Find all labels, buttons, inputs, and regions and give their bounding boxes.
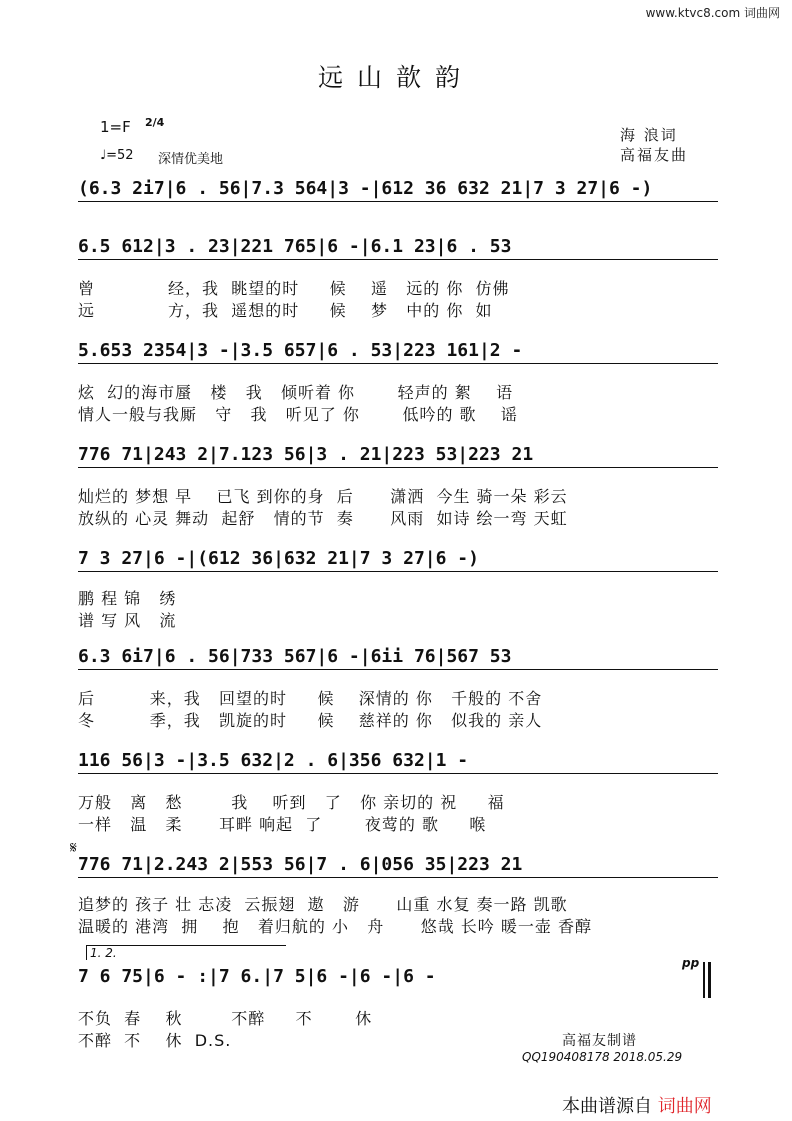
notation-row-1: (6.3 2i7|6 . 56|7.3 564|3 -|612 36 632 21|7 3 27|6 -) <box>78 178 718 202</box>
notation-row-7: 116 56|3 -|3.5 632|2 . 6|356 632|1 - <box>78 750 718 774</box>
lyric-line-8a: 追梦的 孩子 壮 志凌 云振翅 遨 游 山重 水复 奏一路 凯歌 <box>78 895 568 914</box>
final-barline-thin <box>703 962 705 998</box>
lyric-line-2b: 远 方，我 遥想的时 候 梦 中的 你 如 <box>78 301 493 320</box>
final-barline <box>708 962 711 998</box>
lyric-line-4b: 放纵的 心灵 舞动 起舒 情的节 奏 风雨 如诗 绘一弯 天虹 <box>78 509 568 528</box>
song-title: 远山歆韵 <box>317 63 474 92</box>
notation-row-5: 7 3 27|6 -|(612 36|632 21|7 3 27|6 -) <box>78 548 718 572</box>
lyric-line-4a: 灿烂的 梦想 早 已飞 到你的身 后 潇洒 今生 骑一朵 彩云 <box>78 487 568 506</box>
lyric-line-8b: 温暖的 港湾 拥 抱 着归航的 小 舟 悠哉 长吟 暖一壶 香醇 <box>78 917 592 936</box>
notation-row-3: 5.653 2354|3 -|3.5 657|6 . 53|223 161|2 - <box>78 340 718 364</box>
composer-credit: 高福友曲 <box>620 146 689 164</box>
lyric-line-6b: 冬 季，我 凯旋的时 候 慈祥的 你 似我的 亲人 <box>78 711 543 730</box>
lyric-line-3b: 情人一般与我厮 守 我 听见了 你 低吟的 歌 谣 <box>78 405 518 424</box>
notation-row-6: 6.3 6i7|6 . 56|733 567|6 -|6ii 76|567 53 <box>78 646 718 670</box>
dynamic-pp: pp <box>682 956 700 970</box>
tempo-marking: ♩=52 <box>100 148 134 163</box>
lyric-line-9b: 不醉 不 休 D.S. <box>78 1031 232 1050</box>
source-footer <box>562 1092 712 1118</box>
lyric-line-9a: 不负 春 秋 不醉 不 休 <box>78 1009 373 1028</box>
qq-and-date: QQ190408178 2018.05.29 <box>522 1050 683 1064</box>
notation-row-9: 7 6 75|6 - :|7 6.|7 5|6 -|6 -|6 - <box>78 966 436 987</box>
lyric-line-5b: 谱 写 风 流 <box>78 611 177 630</box>
notation-row-4: 776 71|243 2|7.123 56|3 . 21|223 53|223 21 <box>78 444 718 468</box>
notation-row-2: 6.5 612|3 . 23|221 765|6 -|6.1 23|6 . 53 <box>78 236 718 260</box>
source-label: 本曲谱源自 <box>562 1096 652 1117</box>
lyricist-credit: 海 浪词 <box>620 126 678 144</box>
time-signature: 2/4 <box>145 116 165 129</box>
watermark: www.ktvc8.com 词曲网 <box>645 6 780 20</box>
lyric-line-3a: 炫 幻的海市蜃 楼 我 倾听着 你 轻声的 絮 语 <box>78 383 514 402</box>
notation-row-8: 776 71|2.243 2|553 56|7 . 6|056 35|223 21 <box>78 854 718 878</box>
lyric-line-5a: 鹏 程 锦 绣 <box>78 589 177 608</box>
lyric-line-2a: 曾 经，我 眺望的时 候 遥 远的 你 仿佛 <box>78 279 510 298</box>
transcriber-credit: 高福友制谱 <box>562 1033 637 1049</box>
key-signature: 1=F <box>100 118 131 136</box>
segno-sign: 𝄋 <box>70 838 77 857</box>
lyric-line-7b: 一样 温 柔 耳畔 响起 了 夜莺的 歌 喉 <box>78 815 487 834</box>
volta-bracket: 1. 2. <box>86 945 286 960</box>
source-site-link[interactable]: 词曲网 <box>657 1096 712 1117</box>
lyric-line-7a: 万般 离 愁 我 听到 了 你 亲切的 祝 福 <box>78 793 505 812</box>
lyric-line-6a: 后 来，我 回望的时 候 深情的 你 千般的 不舍 <box>78 689 543 708</box>
expression-marking: 深情优美地 <box>158 152 224 167</box>
